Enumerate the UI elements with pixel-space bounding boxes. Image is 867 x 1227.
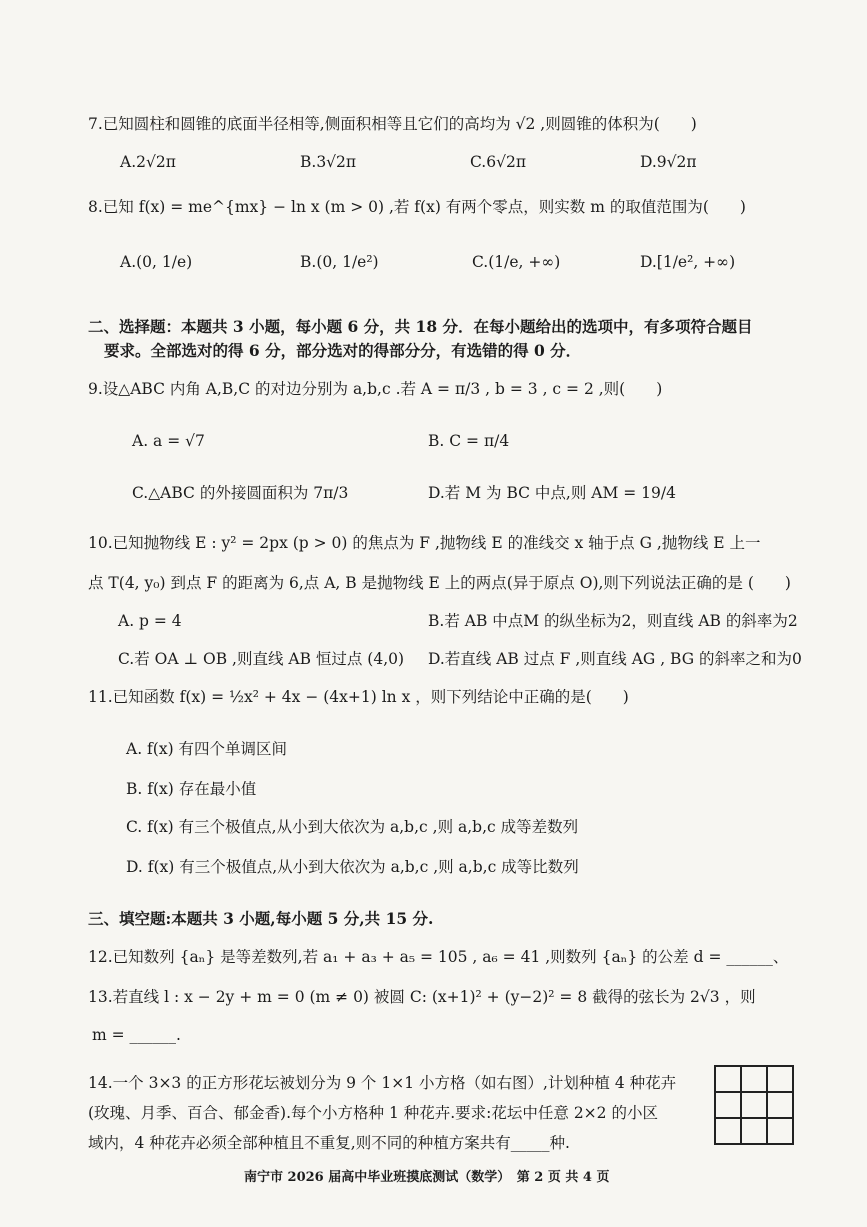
q8-option-d: D.[1/e², +∞) [640, 253, 736, 271]
q11-stem: 11.已知函数 f(x) = ½x² + 4x − (4x+1) ln x ，则下列结论中正确的是( ) [88, 688, 629, 706]
q10-stem: 10.已知抛物线 E : y² = 2px (p > 0) 的焦点为 F ,抛物线 E 的准线交 x 轴于点 G ,抛物线 E 上一 [88, 534, 761, 552]
q12-stem: 12.已知数列 {aₙ} 是等差数列,若 a₁ + a₃ + a₅ = 105 , a₆ = 41 ,则数列 {aₙ} 的公差 d = ______、 [88, 948, 789, 966]
grid-cell [715, 1066, 741, 1092]
q8-stem: 8.已知 f(x) = me^{mx} − ln x (m > 0) ,若 f(x) 有两个零点，则实数 m 的取值范围为( ) [88, 198, 746, 216]
grid-cell [741, 1066, 767, 1092]
q14-stem: 14.一个 3×3 的正方形花坛被划分为 9 个 1×1 小方格（如右图）,计划种植 4 种花卉 [88, 1074, 677, 1092]
grid-cell [715, 1092, 741, 1118]
grid-cell [715, 1118, 741, 1144]
q11-option-d: D. f(x) 有三个极值点,从小到大依次为 a,b,c ,则 a,b,c 成等比数列 [126, 858, 579, 876]
q10-option-c: C.若 OA ⊥ OB ,则直线 AB 恒过点 (4,0) [118, 650, 405, 668]
q13-stem-cont: m = ______. [92, 1026, 181, 1044]
section3-title: 三、填空题:本题共 3 小题,每小题 5 分,共 15 分. [88, 909, 434, 928]
grid-cell [741, 1118, 767, 1144]
q8-option-b: B.(0, 1/e²) [300, 253, 379, 271]
q7-option-d: D.9√2π [640, 153, 697, 171]
q13-stem: 13.若直线 l : x − 2y + m = 0 (m ≠ 0) 被圆 C: (x+1)² + (y−2)² = 8 截得的弦长为 2√3 ，则 [88, 988, 756, 1006]
q10-option-a: A. p = 4 [118, 612, 182, 630]
q10-option-d: D.若直线 AB 过点 F ,则直线 AG , BG 的斜率之和为0 [428, 650, 802, 668]
grid-cell [741, 1092, 767, 1118]
q8-option-c: C.(1/e, +∞) [472, 253, 561, 271]
q7-option-a: A.2√2π [120, 153, 176, 171]
section2-title: 二、选择题：本题共 3 小题，每小题 6 分，共 18 分．在每小题给出的选项中，有多项符合题目 [88, 317, 753, 336]
q14-stem-cont2: 域内，4 种花卉必须全部种植且不重复,则不同的种植方案共有_____种. [88, 1134, 570, 1152]
q8-option-a: A.(0, 1/e) [120, 253, 193, 271]
q7-stem: 7.已知圆柱和圆锥的底面半径相等,侧面积相等且它们的高均为 √2 ,则圆锥的体积为( ) [88, 115, 697, 133]
q9-option-a: A. a = √7 [132, 432, 205, 450]
q9-stem: 9.设△ABC 内角 A,B,C 的对边分别为 a,b,c .若 A = π/3 , b = 3 , c = 2 ,则( ) [88, 380, 663, 398]
q11-option-a: A. f(x) 有四个单调区间 [126, 740, 288, 758]
grid-cell [767, 1066, 793, 1092]
grid-cell [767, 1118, 793, 1144]
q7-option-c: C.6√2π [470, 153, 527, 171]
q9-option-b: B. C = π/4 [428, 432, 510, 450]
page-footer: 南宁市 2026 届高中毕业班摸底测试（数学） 第 2 页 共 4 页 [244, 1170, 610, 1185]
q9-option-c: C.△ABC 的外接圆面积为 7π/3 [132, 484, 349, 502]
q14-stem-cont: (玫瑰、月季、百合、郁金香).每个小方格种 1 种花卉.要求:花坛中任意 2×2 的小区 [88, 1104, 658, 1122]
q11-option-c: C. f(x) 有三个极值点,从小到大依次为 a,b,c ,则 a,b,c 成等差数列 [126, 818, 579, 836]
q7-option-b: B.3√2π [300, 153, 357, 171]
q10-stem-cont: 点 T(4, y₀) 到点 F 的距离为 6,点 A, B 是抛物线 E 上的两点(异于原点 O),则下列说法正确的是 ( ) [88, 574, 791, 592]
grid-cell [767, 1092, 793, 1118]
flower-bed-grid-figure [714, 1065, 794, 1145]
q11-option-b: B. f(x) 存在最小值 [126, 780, 257, 798]
q9-option-d: D.若 M 为 BC 中点,则 AM = 19/4 [428, 484, 676, 502]
q10-option-b: B.若 AB 中点M 的纵坐标为2，则直线 AB 的斜率为2 [428, 612, 798, 630]
section2-title-cont: 要求。全部选对的得 6 分，部分选对的得部分分，有选错的得 0 分． [104, 341, 582, 360]
